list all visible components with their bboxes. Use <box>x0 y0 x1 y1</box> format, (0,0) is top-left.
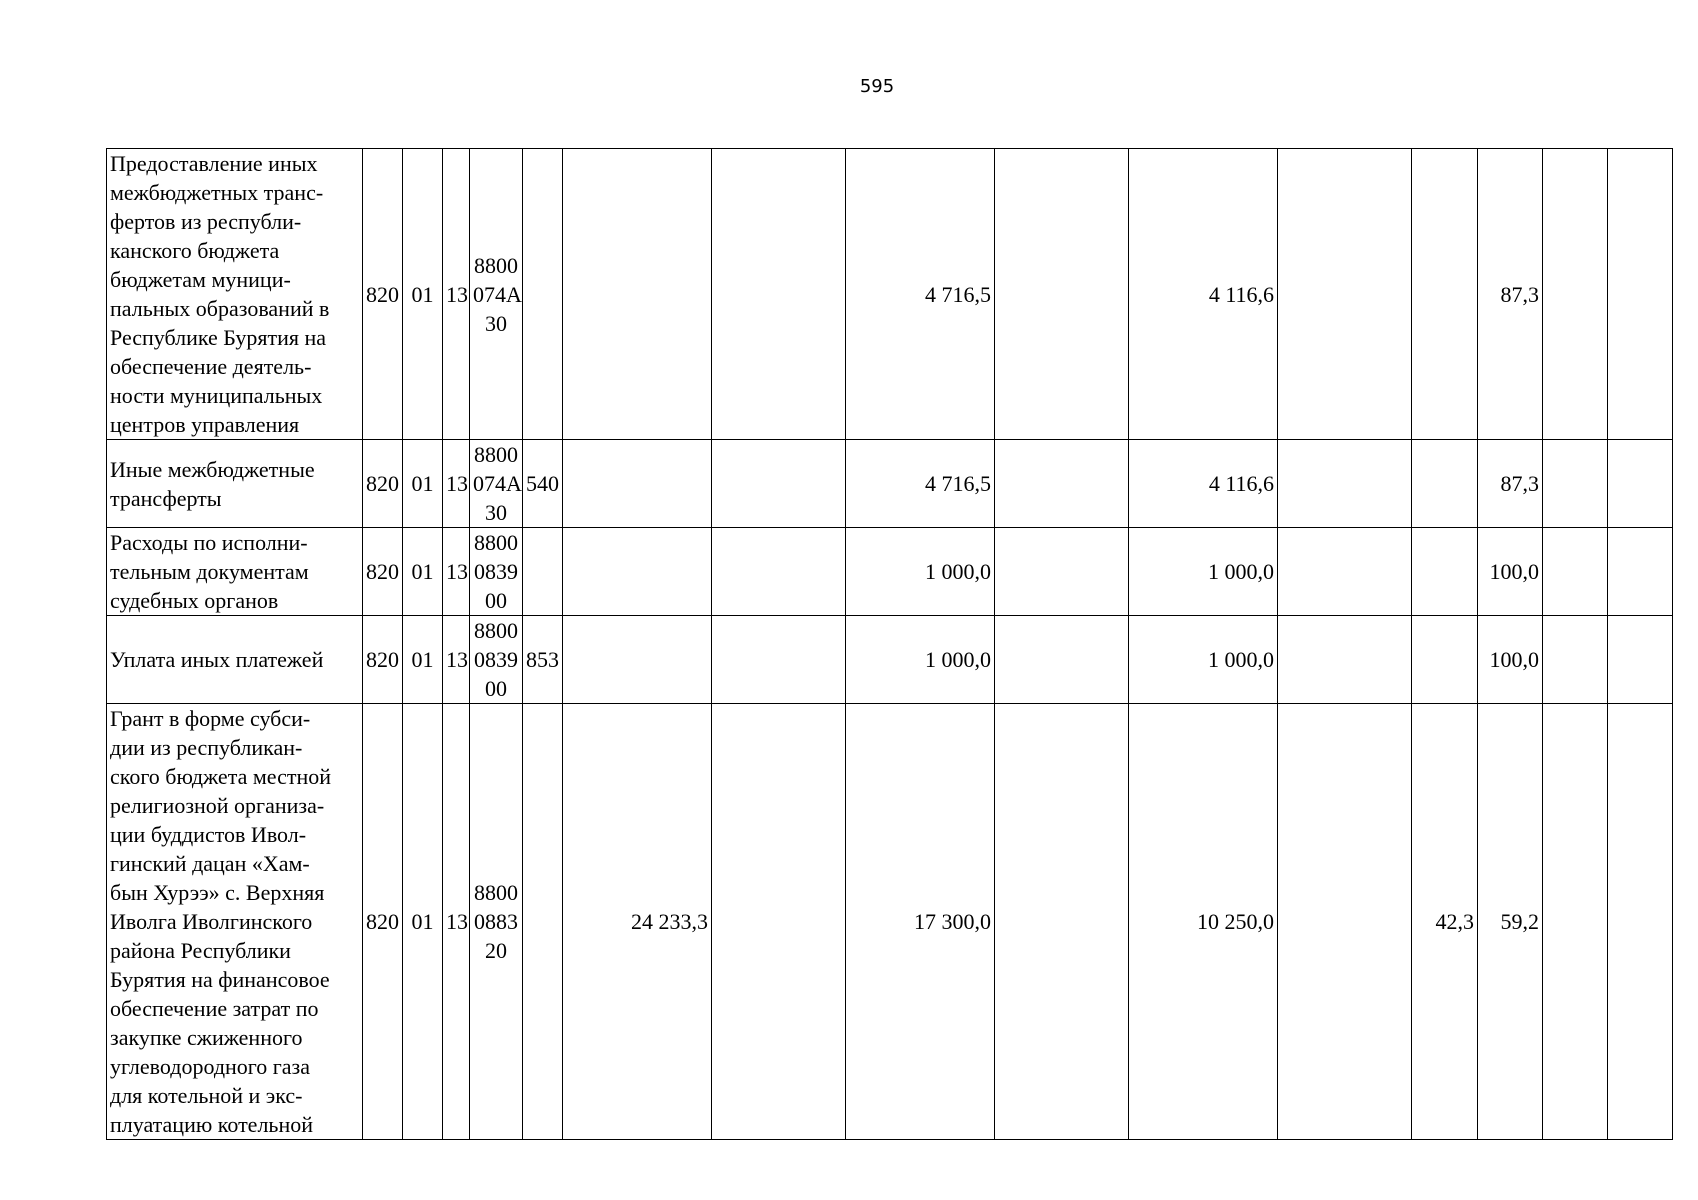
expense-name-cell-line: углеводородного газа <box>110 1054 310 1079</box>
admin-code-cell: 820 <box>363 440 403 528</box>
subsection-code-cell: 13 <box>443 528 470 616</box>
percent-cell-4 <box>1608 704 1673 1140</box>
percent-cell-3 <box>1543 704 1608 1140</box>
amount-cell-4 <box>995 528 1129 616</box>
target-article-cell <box>470 440 523 528</box>
section-code-cell: 01 <box>403 616 443 704</box>
amount-cell-5: 1 000,0 <box>1129 616 1278 704</box>
target-article-cell-line: 30 <box>485 310 507 336</box>
percent-cell-3 <box>1543 528 1608 616</box>
percent-cell-1: 42,3 <box>1412 704 1478 1140</box>
amount-cell-5: 10 250,0 <box>1129 704 1278 1140</box>
section-code-cell: 01 <box>403 149 443 440</box>
subsection-code-cell: 13 <box>443 704 470 1140</box>
target-article-cell-line: 00 <box>485 676 507 701</box>
target-article-cell <box>470 704 523 1140</box>
expense-name-cell-line: трансферты <box>110 485 222 511</box>
target-article-cell-line: 8800 <box>474 442 518 467</box>
expense-name-cell <box>107 440 363 528</box>
percent-cell-3 <box>1543 149 1608 440</box>
expense-name-cell-line: Бурятия на финансовое <box>110 967 330 992</box>
subsection-code-cell: 13 <box>443 440 470 528</box>
target-article-cell-line: 8800 <box>474 618 518 643</box>
target-article-cell-line: 20 <box>485 938 507 963</box>
amount-cell-5: 4 116,6 <box>1129 440 1278 528</box>
percent-cell-2: 100,0 <box>1478 616 1543 704</box>
amount-cell-5: 4 116,6 <box>1129 149 1278 440</box>
percent-cell-4 <box>1608 149 1673 440</box>
admin-code-cell: 820 <box>363 149 403 440</box>
expense-name-cell-line: дии из республикан- <box>110 735 303 760</box>
expense-name-cell <box>107 149 363 440</box>
subsection-code-cell: 13 <box>443 616 470 704</box>
amount-cell-6 <box>1278 149 1412 440</box>
expense-name-cell-line: Республике Бурятия на <box>110 325 327 350</box>
percent-cell-2: 87,3 <box>1478 149 1543 440</box>
percent-cell-1 <box>1412 440 1478 528</box>
expense-name-cell-line: Иные межбюджетные <box>110 456 315 482</box>
amount-cell-2 <box>712 616 846 704</box>
budget-table <box>106 148 1673 1140</box>
expense-name-cell-line: обеспечение деятель- <box>110 354 312 379</box>
amount-cell-2 <box>712 440 846 528</box>
amount-cell-5: 1 000,0 <box>1129 528 1278 616</box>
table-row <box>107 149 1673 440</box>
expense-name-cell-line: плуатацию котельной <box>110 1112 314 1137</box>
amount-cell-4 <box>995 149 1129 440</box>
amount-cell-1 <box>563 149 712 440</box>
admin-code-cell: 820 <box>363 528 403 616</box>
expense-name-cell-line: обеспечение затрат по <box>110 996 319 1021</box>
admin-code-cell: 820 <box>363 704 403 1140</box>
expense-name-cell-line: канского бюджета <box>110 238 280 263</box>
expense-name-cell-line: судебных органов <box>110 588 279 613</box>
expense-name-cell-line: тельным документам <box>110 559 309 584</box>
expense-name-cell-line: бын Хурээ» с. Верхняя <box>110 880 325 905</box>
expense-name-cell-line: Иволга Иволгинского <box>110 909 313 934</box>
target-article-cell-line: 074А <box>473 281 522 307</box>
expense-name-cell <box>107 704 363 1140</box>
expense-type-cell <box>523 149 563 440</box>
expense-name-cell-line: центров управления <box>110 412 300 437</box>
target-article-cell-line: 074А <box>473 471 522 496</box>
expense-type-cell <box>523 704 563 1140</box>
amount-cell-3: 4 716,5 <box>846 149 995 440</box>
expense-name-cell-line: закупке сжиженного <box>110 1025 303 1050</box>
expense-name-cell-line: Грант в форме субси- <box>110 706 311 731</box>
expense-type-cell <box>523 528 563 616</box>
percent-cell-1 <box>1412 616 1478 704</box>
amount-cell-2 <box>712 149 846 440</box>
target-article-cell <box>470 616 523 704</box>
expense-name-cell-line: фертов из республи- <box>110 209 302 234</box>
expense-name-cell-line: Предоставление иных <box>110 151 318 176</box>
expense-name-cell-line: района Республики <box>110 938 291 963</box>
target-article-cell-line: 0883 <box>474 909 518 934</box>
amount-cell-6 <box>1278 704 1412 1140</box>
amount-cell-6 <box>1278 528 1412 616</box>
expense-name-cell-line: гинский дацан «Хам- <box>110 851 310 876</box>
section-code-cell: 01 <box>403 440 443 528</box>
amount-cell-3: 4 716,5 <box>846 440 995 528</box>
expense-name-cell-line: ского бюджета местной <box>110 764 331 789</box>
percent-cell-4 <box>1608 616 1673 704</box>
table-row <box>107 440 1673 528</box>
table-row <box>107 528 1673 616</box>
amount-cell-3: 17 300,0 <box>846 704 995 1140</box>
subsection-code-cell: 13 <box>443 149 470 440</box>
target-article-cell-line: 8800 <box>474 530 518 555</box>
amount-cell-2 <box>712 528 846 616</box>
expense-name-cell <box>107 616 363 704</box>
amount-cell-3: 1 000,0 <box>846 528 995 616</box>
amount-cell-1 <box>563 616 712 704</box>
expense-name-cell-line: межбюджетных транс- <box>110 180 324 205</box>
target-article-cell <box>470 528 523 616</box>
section-code-cell: 01 <box>403 704 443 1140</box>
amount-cell-1: 24 233,3 <box>563 704 712 1140</box>
section-code-cell: 01 <box>403 528 443 616</box>
page-number: 595 <box>859 76 895 97</box>
percent-cell-2: 100,0 <box>1478 528 1543 616</box>
target-article-cell-line: 0839 <box>474 647 518 672</box>
expense-type-cell: 540 <box>523 440 563 528</box>
table-row <box>107 704 1673 1140</box>
expense-name-cell-line: религиозной организа- <box>110 793 325 818</box>
expense-type-cell: 853 <box>523 616 563 704</box>
expense-name-cell-line: Расходы по исполни- <box>110 530 308 555</box>
target-article-cell-line: 0839 <box>474 559 518 584</box>
percent-cell-2: 59,2 <box>1478 704 1543 1140</box>
table-body <box>107 149 1673 1140</box>
target-article-cell-line: 30 <box>485 500 507 525</box>
admin-code-cell: 820 <box>363 616 403 704</box>
amount-cell-3: 1 000,0 <box>846 616 995 704</box>
percent-cell-1 <box>1412 528 1478 616</box>
percent-cell-1 <box>1412 149 1478 440</box>
amount-cell-6 <box>1278 616 1412 704</box>
expense-name-cell-line: пальных образований в <box>110 296 330 321</box>
amount-cell-1 <box>563 528 712 616</box>
amount-cell-4 <box>995 440 1129 528</box>
expense-name-cell-line: для котельной и экс- <box>110 1083 303 1108</box>
percent-cell-2: 87,3 <box>1478 440 1543 528</box>
amount-cell-1 <box>563 440 712 528</box>
percent-cell-3 <box>1543 616 1608 704</box>
percent-cell-3 <box>1543 440 1608 528</box>
expense-name-cell-line: бюджетам муници- <box>110 267 291 292</box>
expense-name-cell-line: Уплата иных платежей <box>110 647 324 672</box>
amount-cell-4 <box>995 616 1129 704</box>
percent-cell-4 <box>1608 528 1673 616</box>
percent-cell-4 <box>1608 440 1673 528</box>
target-article-cell <box>470 149 523 440</box>
amount-cell-4 <box>995 704 1129 1140</box>
expense-name-cell-line: ции буддистов Ивол- <box>110 822 307 847</box>
target-article-cell-line: 00 <box>485 588 507 613</box>
target-article-cell-line: 8800 <box>474 880 518 905</box>
amount-cell-2 <box>712 704 846 1140</box>
expense-name-cell-line: ности муниципальных <box>110 383 323 408</box>
target-article-cell-line: 8800 <box>474 252 518 278</box>
amount-cell-6 <box>1278 440 1412 528</box>
expense-name-cell <box>107 528 363 616</box>
table-row <box>107 616 1673 704</box>
